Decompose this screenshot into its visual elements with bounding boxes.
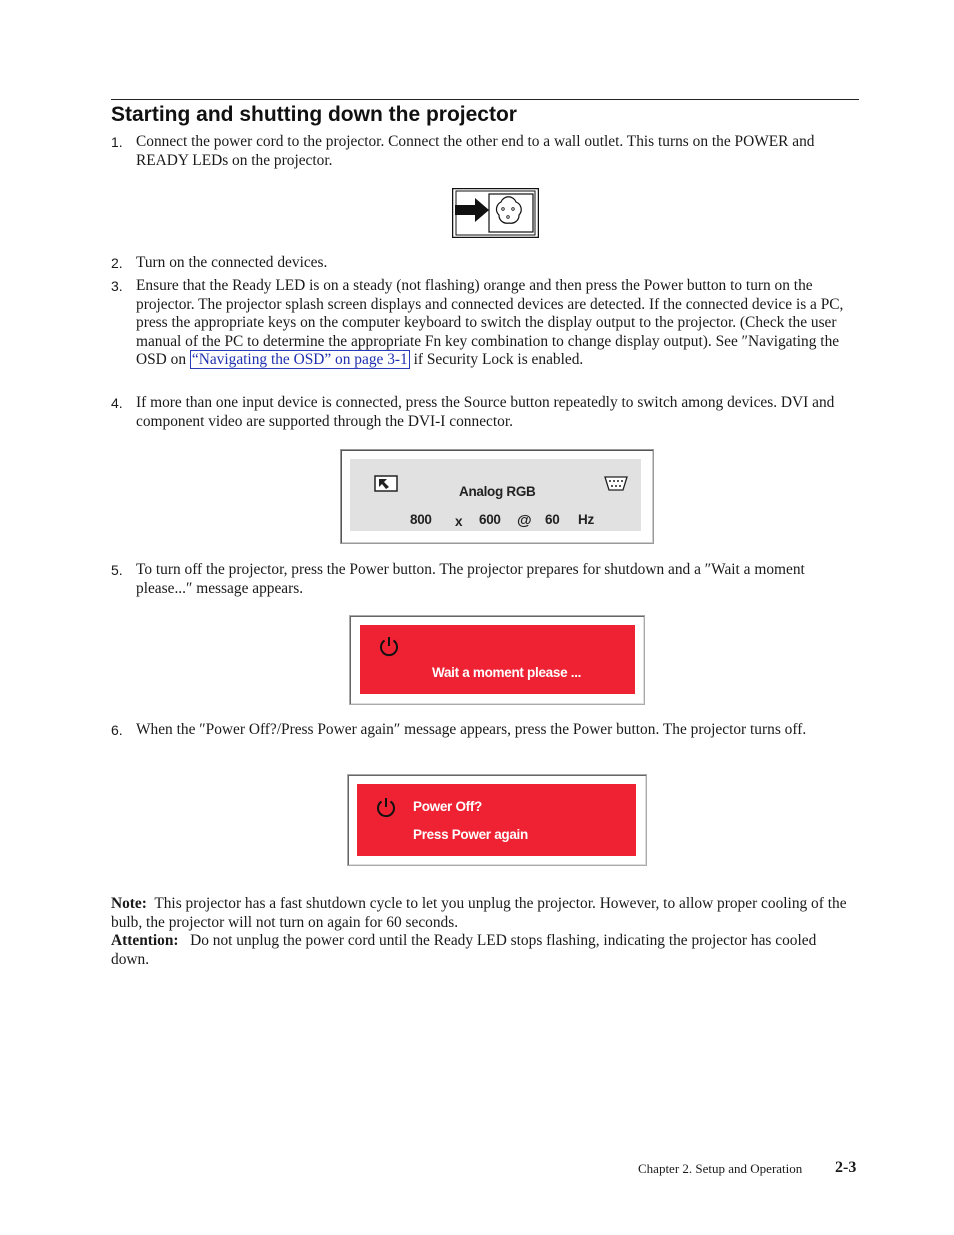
- attention-label: Attention:: [111, 932, 179, 949]
- source-name: Analog RGB: [459, 484, 536, 499]
- header-rule: [111, 99, 859, 100]
- refresh-rate: 60: [545, 512, 560, 527]
- step-4: [111, 394, 851, 431]
- step-text: [136, 277, 851, 370]
- power-icon: [378, 635, 400, 657]
- step-text: Turn on the connected devices.: [136, 254, 328, 271]
- note-label: Note:: [111, 895, 147, 912]
- note-paragraph: [111, 895, 856, 932]
- power-cord-icon: [452, 188, 539, 238]
- step-number: 1.: [111, 134, 123, 150]
- step-number: 6.: [111, 722, 123, 738]
- osd-source-panel: [350, 459, 641, 531]
- page-title: Starting and shutting down the projector: [111, 103, 517, 126]
- cross-reference-link[interactable]: “Navigating the OSD” on page 3-1: [191, 351, 408, 369]
- osd-wait-panel: [360, 625, 635, 694]
- poweroff-line1: Power Off?: [413, 799, 483, 814]
- resolution-height: 600: [479, 512, 501, 527]
- step-number: 5.: [111, 562, 123, 578]
- note-text: This projector has a fast shutdown cycle to let you unplug the projector. However, to allow proper cooling of the bulb, the projector will not turn on again for 60 seconds.: [111, 895, 851, 931]
- source-icon: [374, 475, 398, 493]
- attention-paragraph: [111, 932, 856, 969]
- step-text: If more than one input device is connected, press the Source button repeatedly to switch among devices. DVI and component video are supported through the DVI-I connector.: [136, 394, 835, 430]
- power-connector-figure: [452, 188, 539, 238]
- step-number: 4.: [111, 395, 123, 411]
- at-symbol: @: [517, 512, 532, 529]
- step-number: 3.: [111, 278, 123, 294]
- osd-wait-screen: [349, 615, 645, 705]
- attention-text: Do not unplug the power cord until the Ready LED stops flashing, indicating the projector has cooled down.: [111, 932, 821, 968]
- step-1: [111, 133, 851, 170]
- wait-message: Wait a moment please ...: [432, 665, 582, 680]
- osd-poweroff-panel: [357, 784, 636, 856]
- power-icon: [375, 796, 397, 818]
- page-number: 2-3: [835, 1159, 857, 1176]
- step-3: [111, 277, 851, 370]
- step-5: [111, 561, 851, 598]
- step-2: [111, 254, 851, 273]
- osd-source-screen: [340, 449, 654, 544]
- refresh-unit: Hz: [578, 512, 594, 527]
- step-text: To turn off the projector, press the Power button. The projector prepares for shutdown and a ″Wait a moment please...″ message appears.: [136, 561, 805, 597]
- footer-chapter: Chapter 2. Setup and Operation: [638, 1161, 803, 1176]
- poweroff-line2: Press Power again: [413, 827, 528, 842]
- step-text: When the ″Power Off?/Press Power again″ message appears, press the Power button. The projector turns off.: [136, 721, 807, 738]
- step-text: Connect the power cord to the projector. Connect the other end to a wall outlet. This turns on the POWER and READY LEDs on the projector.: [136, 133, 815, 169]
- step-text-before: Ensure that the Ready LED is on a steady (not flashing) orange and then press the Power button to turn on the projector. The projector splash screen displays and connected devices are detected. If the connected device is a PC, press the appropriate keys on the computer keyboard to switch the display output to the projector. (Check the user manual of the PC to determine the appropriate Fn key combination to change display output). See ″Navigating the OSD on: [136, 277, 844, 369]
- step-number: 2.: [111, 255, 123, 271]
- vga-connector-icon: [604, 476, 628, 491]
- resolution-separator: x: [455, 514, 463, 529]
- resolution-width: 800: [410, 512, 432, 527]
- osd-poweroff-screen: [347, 774, 647, 866]
- step-text-after: if Security Lock is enabled.: [409, 351, 584, 369]
- step-6: [111, 721, 851, 740]
